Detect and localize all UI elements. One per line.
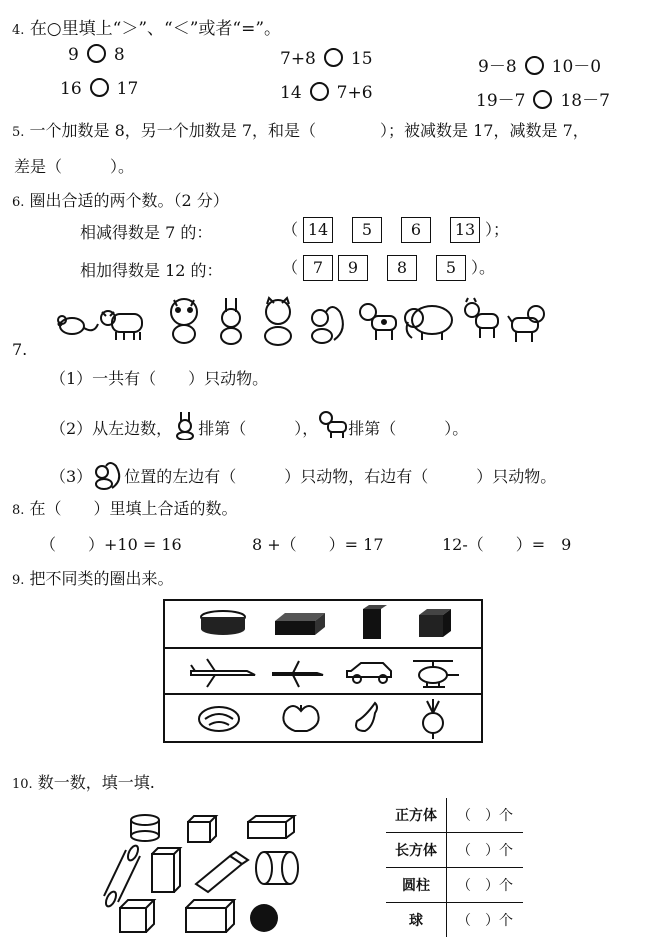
q5-number: 5. <box>12 125 25 140</box>
number-box[interactable]: 14 <box>303 217 333 243</box>
compare-circle[interactable] <box>90 78 109 97</box>
q7-sub3: （3） 位置的左边有（ ）只动物，右边有（ ）只动物。 <box>50 458 556 490</box>
q5-line1: 5. 一个加数是 8，另一个加数是 7，和是（ ）；被减数是 17，减数是 7， <box>12 121 589 140</box>
table-row <box>386 903 523 938</box>
cuboid-tall-icon[interactable] <box>363 605 387 639</box>
dog-icon <box>360 304 396 340</box>
number-box[interactable]: 8 <box>387 255 417 281</box>
row-label: 球 <box>386 903 447 938</box>
cube-icon <box>188 816 216 842</box>
compare-circle[interactable] <box>87 44 106 63</box>
cube-icon <box>120 900 154 932</box>
q9-header: 9. 把不同类的圈出来。 <box>12 569 174 588</box>
q6-row2-label: 相加得数是 12 的： <box>80 261 223 280</box>
squirrel-icon <box>92 458 124 490</box>
q6-header: 6. 圈出合适的两个数。（2 分） <box>12 191 229 210</box>
count-blank[interactable]: （ ）个 <box>447 798 524 833</box>
q6-row1: （ 14 5 6 13 ）； <box>282 217 509 243</box>
number-box[interactable]: 13 <box>450 217 480 243</box>
number-box[interactable]: 5 <box>352 217 382 243</box>
cuboid-icon[interactable] <box>275 613 325 635</box>
car-icon[interactable] <box>347 663 391 683</box>
row-label: 圆柱 <box>386 868 447 903</box>
cuboid-icon <box>248 816 294 838</box>
cuboid-tilted-icon <box>196 852 248 892</box>
q4-number: 4. <box>12 23 25 38</box>
airplane-icon[interactable] <box>273 661 323 687</box>
mouse-icon <box>58 316 98 334</box>
count-blank[interactable]: （ ）个 <box>447 833 524 868</box>
q4-instruction: 在○里填上“＞”、“＜”或者“=”。 <box>29 19 282 39</box>
helicopter-icon[interactable] <box>413 661 459 687</box>
cuboid-tall-icon <box>152 848 180 892</box>
cylinder-icon[interactable] <box>201 611 245 635</box>
compare-item[interactable]: 9 8 <box>68 45 125 65</box>
animal-row <box>52 296 552 348</box>
row-label: 正方体 <box>386 798 447 833</box>
cylinder-icon <box>131 815 159 841</box>
q5-line2: 差是（ ）。 <box>14 157 135 176</box>
table-row <box>386 798 523 833</box>
equation-2[interactable]: 8 +（ ）= 17 <box>252 535 384 554</box>
cow-icon <box>101 311 142 340</box>
produce-row <box>165 693 481 741</box>
count-blank[interactable]: （ ）个 <box>457 913 513 929</box>
q10-header: 10. 数一数，填一填. <box>12 773 155 792</box>
number-box[interactable]: 9 <box>338 255 368 281</box>
count-blank[interactable]: （ ）个 <box>447 868 524 903</box>
solids-collection <box>100 810 320 940</box>
cylinder-side-icon <box>256 852 298 884</box>
airplane-icon[interactable] <box>191 659 255 687</box>
rabbit-icon <box>172 410 198 440</box>
sphere-icon <box>250 904 278 932</box>
compare-circle[interactable] <box>533 90 552 109</box>
squirrel-icon <box>312 307 343 343</box>
compare-item[interactable]: 19－7 18－7 <box>476 91 610 111</box>
compare-circle[interactable] <box>324 48 343 67</box>
q6-number: 6. <box>12 195 25 210</box>
solids-row <box>165 601 481 647</box>
number-box[interactable]: 6 <box>401 217 431 243</box>
cylinder-tilted-icon <box>104 844 140 908</box>
compare-item[interactable]: 7+8 15 <box>280 49 373 69</box>
cabbage-icon[interactable] <box>199 707 239 731</box>
q7-sub2: （2）从左边数， 排第（ ）， 排第（ ）。 <box>50 410 468 440</box>
dog2-icon <box>508 306 544 342</box>
elephant-icon <box>405 306 452 340</box>
compare-circle[interactable] <box>525 56 544 75</box>
tiger-icon <box>171 299 197 343</box>
classification-grid <box>163 599 483 743</box>
vehicles-row <box>165 647 481 695</box>
cat-icon <box>265 298 291 345</box>
count-table <box>386 798 523 937</box>
goat-icon <box>465 298 498 338</box>
dog-icon <box>318 410 348 440</box>
table-row <box>386 868 523 903</box>
compare-item[interactable]: 14 7+6 <box>280 83 373 103</box>
rabbit-icon <box>221 298 241 344</box>
row-label: 长方体 <box>386 833 447 868</box>
compare-circle[interactable] <box>310 82 329 101</box>
equation-3[interactable]: 12-（ ）= 9 <box>442 535 572 554</box>
number-box[interactable]: 5 <box>436 255 466 281</box>
compare-item[interactable]: 9－8 10－0 <box>478 57 602 77</box>
cube-icon[interactable] <box>419 609 451 637</box>
radish-icon[interactable] <box>423 699 443 739</box>
equation-1[interactable]: （ ）+10 = 16 <box>40 535 182 554</box>
cuboid-icon <box>186 900 234 932</box>
eggplant-icon[interactable] <box>356 703 377 731</box>
compare-item[interactable]: 16 17 <box>60 79 139 99</box>
q8-header: 8. 在（ ）里填上合适的数。 <box>12 499 238 518</box>
q7-sub1: （1）一共有（ ）只动物。 <box>50 369 269 388</box>
q7-number: 7. <box>12 340 28 359</box>
q6-row1-label: 相减得数是 7 的： <box>80 223 213 242</box>
q6-row2: （ 7 9 8 5 ）。 <box>282 255 495 281</box>
q4-header <box>12 14 281 39</box>
peach-icon[interactable] <box>283 705 318 731</box>
table-row <box>386 833 523 868</box>
number-box[interactable]: 7 <box>303 255 333 281</box>
